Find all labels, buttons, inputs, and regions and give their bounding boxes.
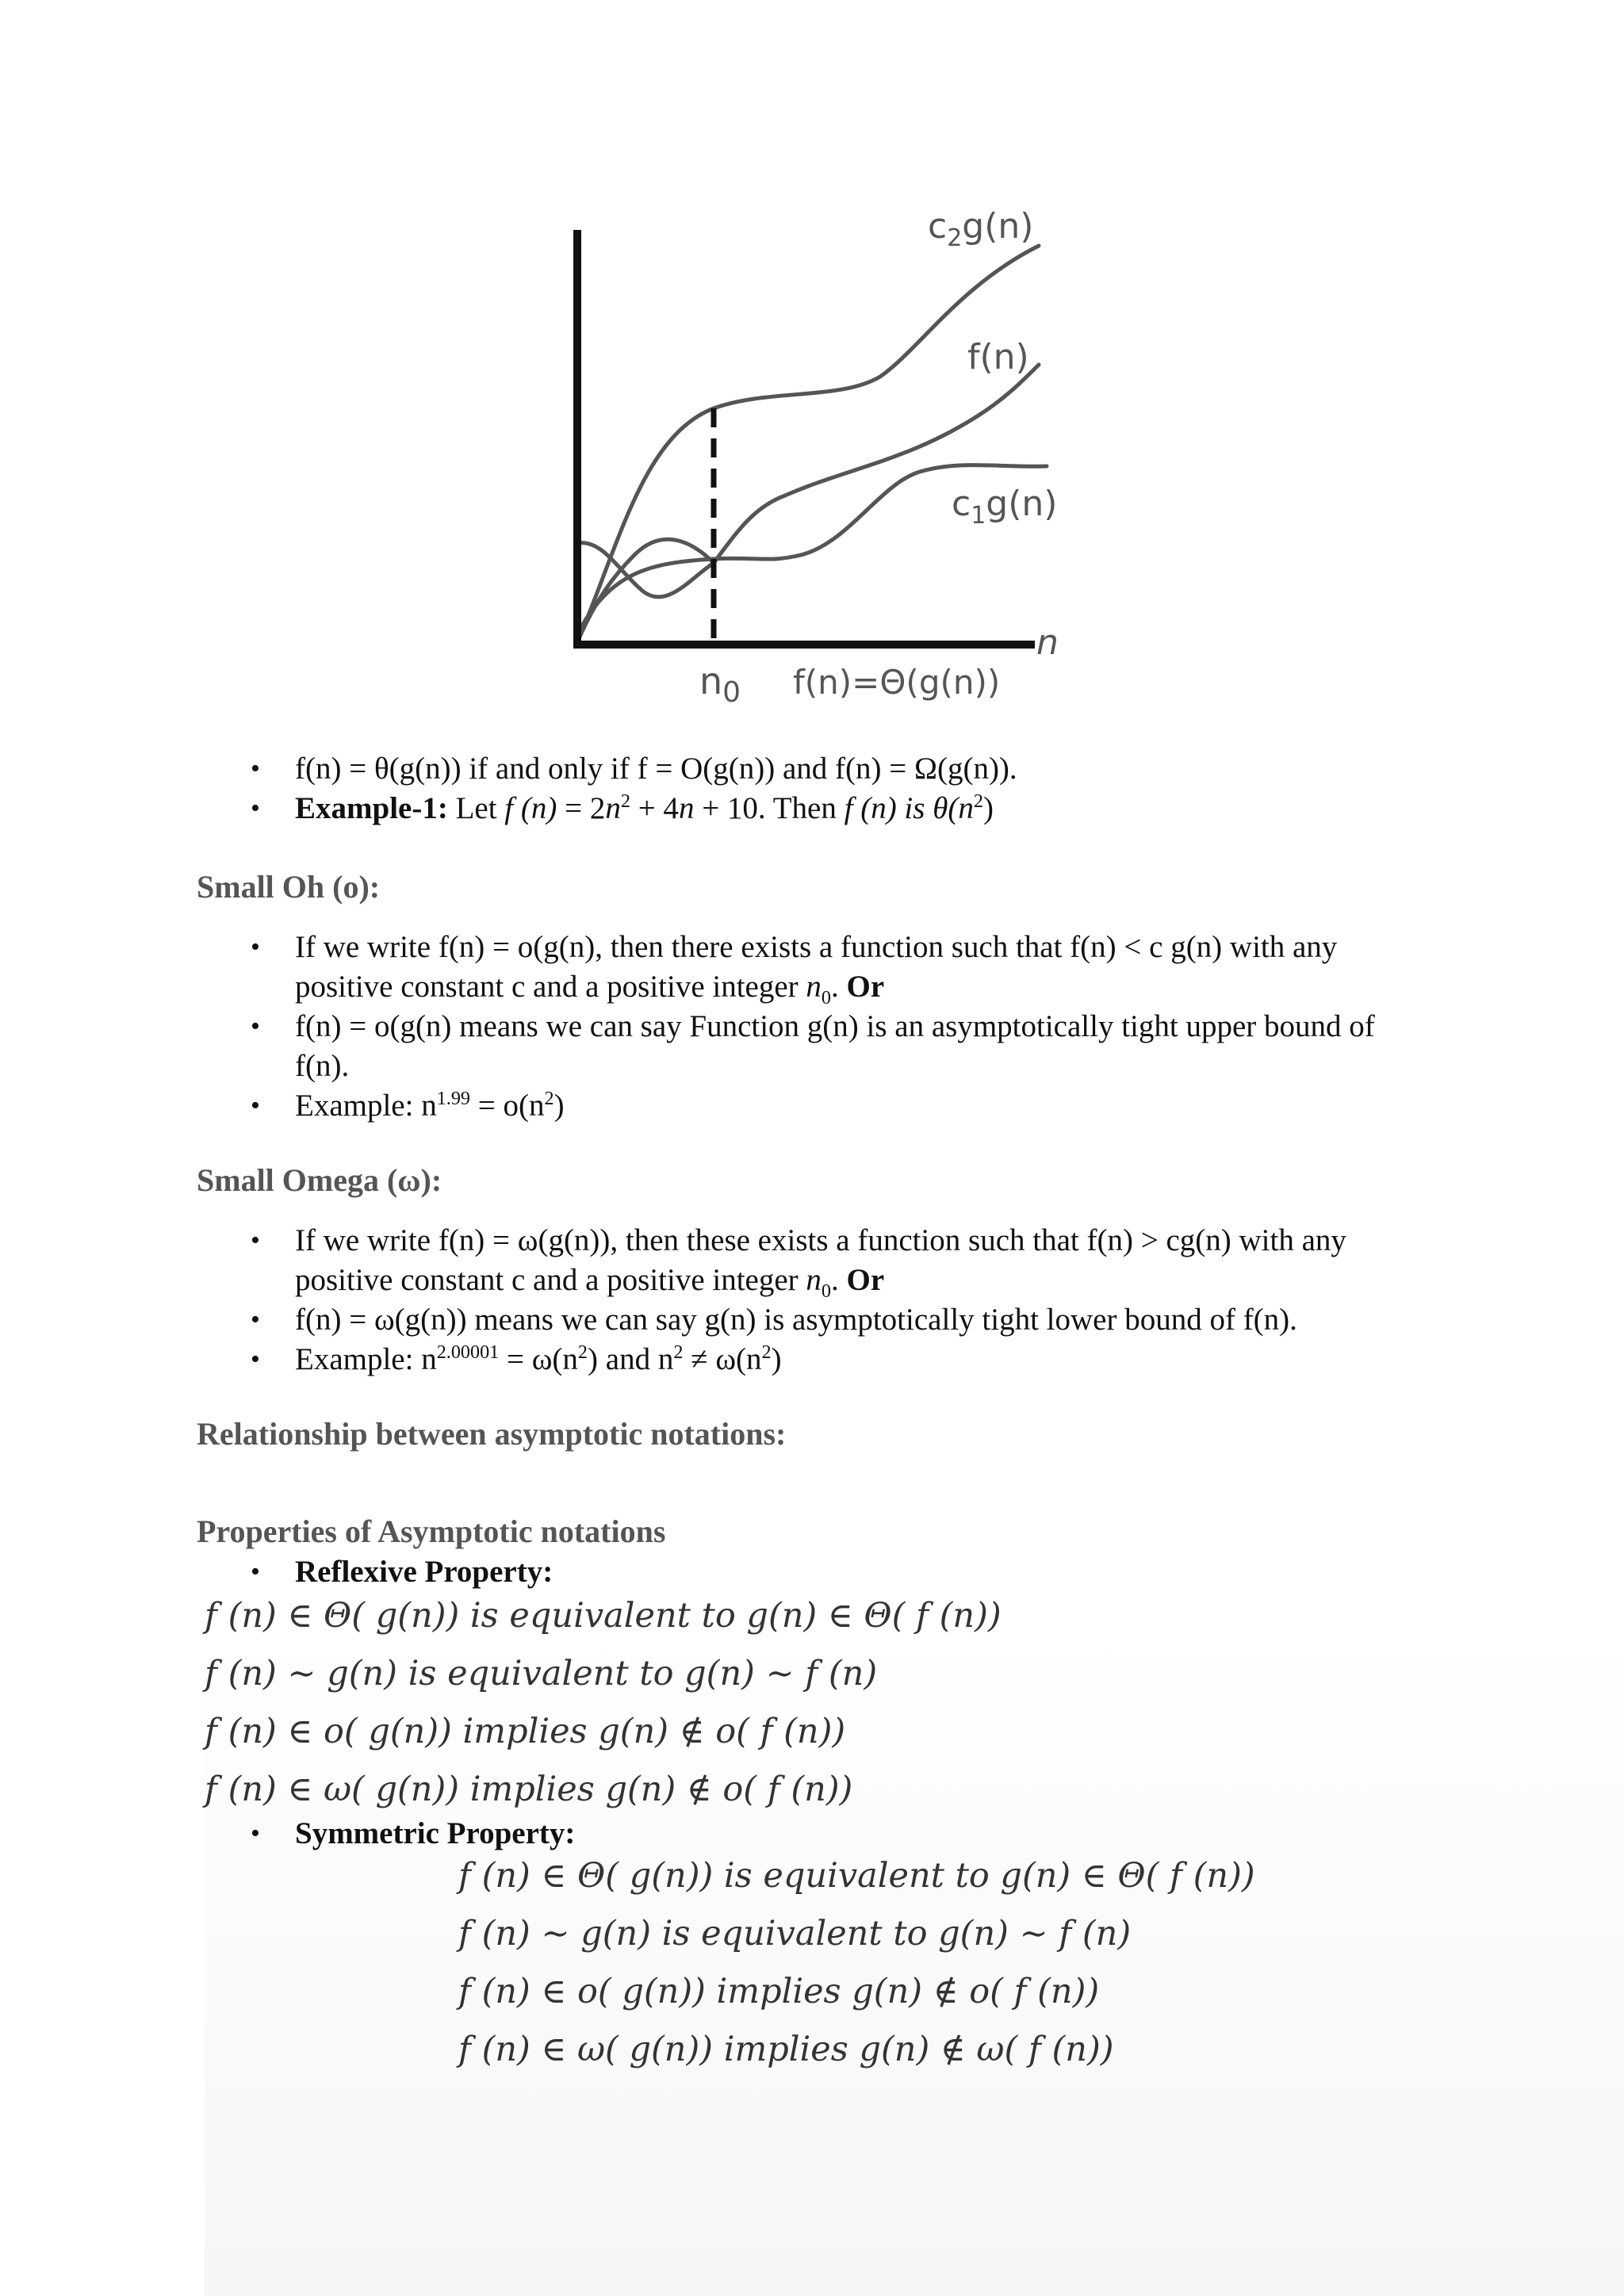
list-item: • f(n) = θ(g(n)) if and only if f = O(g(n)) and f(n) = Ω(g(n)).: [238, 749, 1427, 789]
n-axis-label: n: [1036, 622, 1059, 663]
formula-line: f (n) ∈ ω( g(n)) implies g(n) ∉ ω( f (n)): [458, 2030, 1114, 2069]
formula-line: f (n) ∼ g(n) is equivalent to g(n) ∼ f (n): [458, 1914, 1132, 1954]
small-omega-heading: Small Omega (ω):: [197, 1162, 442, 1198]
figure-caption: f(n)=Θ(g(n)): [793, 663, 1001, 702]
list-item: • Reflexive Property:: [238, 1552, 1427, 1592]
small-oh-bullet-list: [238, 928, 1427, 1126]
reflexive-formulas: [205, 1587, 1002, 1819]
c1gn-label: $c_1g(n)$: [952, 484, 1058, 530]
list-item: • Symmetric Property:: [238, 1814, 1427, 1854]
formula-line: f (n) ∼ g(n) is equivalent to g(n) ∼ f (n): [205, 1654, 878, 1693]
list-item: • f(n) = o(g(n) means we can say Function g(n) is an asymptotically tight upper bound of f(n).: [238, 1007, 1427, 1086]
formula-line: f (n) ∈ o( g(n)) implies g(n) ∉ o( f (n)): [458, 1972, 1100, 2011]
list-item: • f(n) = ω(g(n)) means we can say g(n) is asymptotically tight lower bound of f(n).: [238, 1300, 1427, 1340]
list-item: • Example: $n^{2.00001} = \omega(n^2)$ and $n^2 \ne \omega(n^2)$: [238, 1340, 1427, 1380]
c2gn-label: $c_2g(n)$: [928, 206, 1034, 252]
formula-line: f (n) ∈ Θ( g(n)) is equivalent to g(n) ∈ Θ( f (n)): [458, 1856, 1255, 1896]
n0-label: $n_0$: [699, 660, 741, 709]
theta-notation-graph: [547, 198, 1086, 721]
formula-line: f (n) ∈ ω( g(n)) implies g(n) ∉ o( f (n)): [205, 1770, 853, 1809]
list-item: • If we write f(n) = ω(g(n)), then these exists a function such that f(n) > cg(n) with any positive constant c and a positive integer $n_0$. Or: [238, 1221, 1427, 1300]
formula-line: f (n) ∈ Θ( g(n)) is equivalent to g(n) ∈ Θ( f (n)): [205, 1596, 1002, 1636]
c2gn-curve: [577, 246, 1039, 642]
list-item: • Example: $n^{1.99} = o(n^2)$: [238, 1086, 1427, 1126]
small-oh-heading: Small Oh (o):: [197, 869, 381, 905]
list-item: • Example-1: Let f $(n) = 2n^2 + 4n + 10$. Then f (n) is $\theta(n^2)$: [238, 789, 1427, 828]
fn-label: f(n): [967, 337, 1029, 377]
reflexive-bullet: [238, 1552, 1427, 1592]
formula-line: f (n) ∈ o( g(n)) implies g(n) ∉ o( f (n)): [205, 1712, 846, 1751]
small-omega-bullet-list: [238, 1221, 1427, 1380]
symmetric-formulas: [458, 1847, 1255, 2079]
theta-bullet-list: [238, 749, 1427, 828]
list-item: • If we write f(n) = o(g(n), then there exists a function such that f(n) < c g(n) with any positive constant c and a positive integer $n_0$. Or: [238, 928, 1427, 1007]
relationship-heading: Relationship between asymptotic notations:: [197, 1416, 787, 1452]
c1gn-curve: [577, 465, 1047, 634]
properties-heading: Properties of Asymptotic notations: [197, 1513, 666, 1549]
